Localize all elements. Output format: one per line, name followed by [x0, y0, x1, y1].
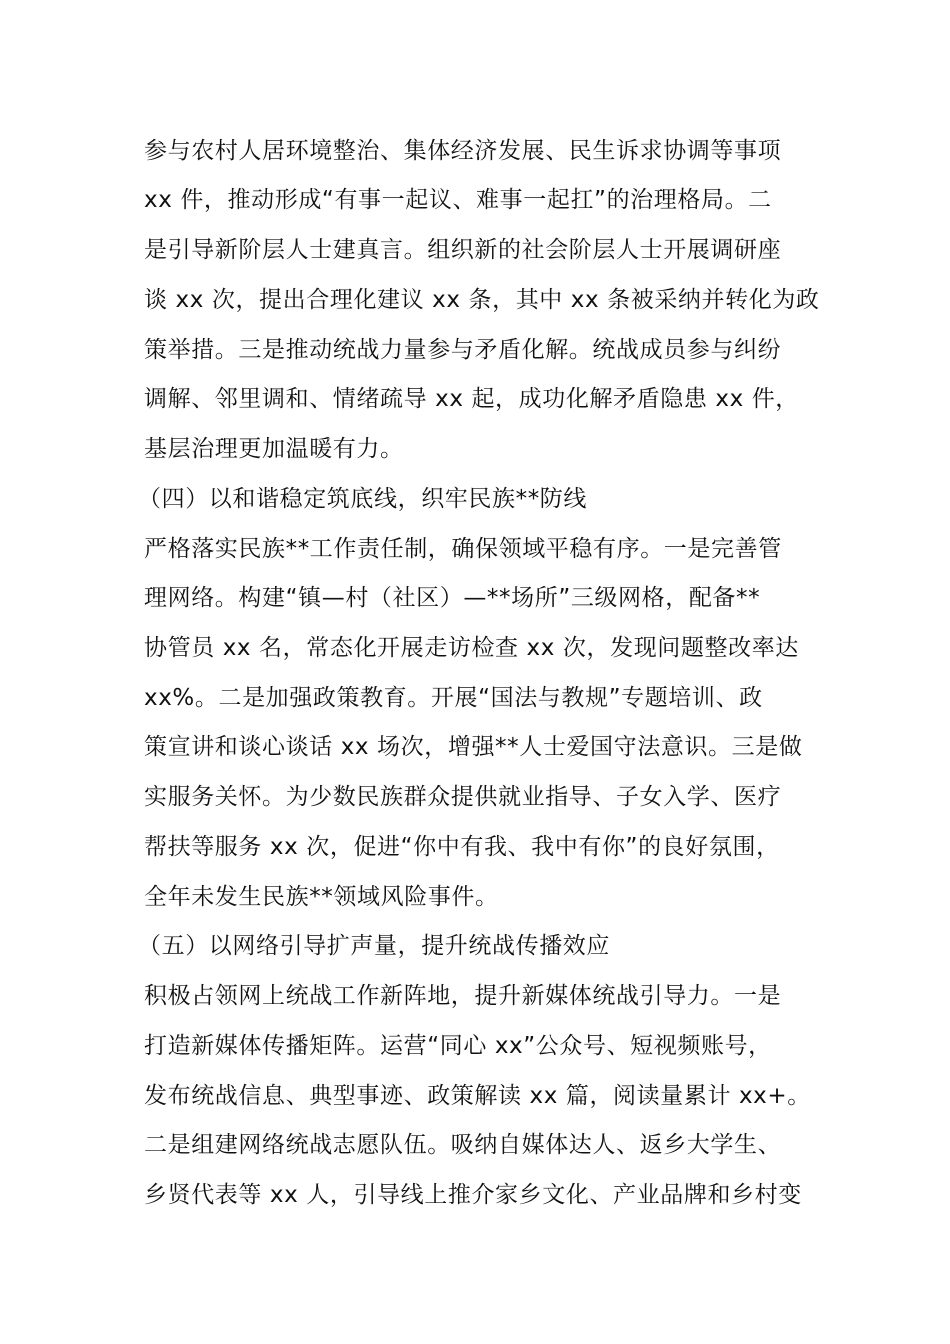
paragraph-line: 策宣讲和谈心谈话 xx 场次，增强**人士爱国守法意识。三是做 — [144, 734, 803, 760]
paragraph-line: 谈 xx 次，提出合理化建议 xx 条，其中 xx 条被采纳并转化为政 — [144, 287, 820, 313]
paragraph-line: 基层治理更加温暖有力。 — [144, 436, 404, 462]
paragraph-line: 严格落实民族**工作责任制，确保领域平稳有序。一是完善管 — [144, 536, 782, 562]
paragraph-line: 乡贤代表等 xx 人，引导线上推介家乡文化、产业品牌和乡村变 — [144, 1182, 802, 1208]
paragraph-line: 调解、邻里调和、情绪疏导 xx 起，成功化解矛盾隐患 xx 件， — [144, 386, 799, 412]
paragraph-line: 打造新媒体传播矩阵。运营“同心 xx”公众号、短视频账号， — [144, 1033, 772, 1059]
paragraph-line: xx%。二是加强政策教育。开展“国法与教规”专题培训、政 — [144, 685, 763, 711]
paragraph-line: 实服务关怀。为少数民族群众提供就业指导、子女入学、医疗 — [144, 784, 782, 810]
paragraph-line: 策举措。三是推动统战力量参与矛盾化解。统战成员参与纠纷 — [144, 337, 782, 363]
paragraph-line: 全年未发生民族**领域风险事件。 — [144, 884, 499, 910]
paragraph-line: 理网络。构建“镇—村（社区）—**场所”三级网格，配备** — [144, 585, 761, 611]
paragraph-line: 发布统战信息、典型事迹、政策解读 xx 篇，阅读量累计 xx+。 — [144, 1083, 811, 1109]
section-heading-4: （四）以和谐稳定筑底线，织牢民族**防线 — [138, 486, 587, 512]
paragraph-line: 协管员 xx 名，常态化开展走访检查 xx 次，发现问题整改率达 — [144, 635, 799, 661]
paragraph-line: 是引导新阶层人士建真言。组织新的社会阶层人士开展调研座 — [144, 237, 782, 263]
paragraph-line: 参与农村人居环境整治、集体经济发展、民生诉求协调等事项 — [144, 138, 782, 164]
paragraph-line: 二是组建网络统战志愿队伍。吸纳自媒体达人、返乡大学生、 — [144, 1132, 782, 1158]
paragraph-line: 帮扶等服务 xx 次，促进“你中有我、我中有你”的良好氛围， — [144, 834, 780, 860]
paragraph-line: xx 件，推动形成“有事一起议、难事一起扛”的治理格局。二 — [144, 187, 772, 213]
section-heading-5: （五）以网络引导扩声量，提升统战传播效应 — [138, 933, 610, 959]
paragraph-line: 积极占领网上统战工作新阵地，提升新媒体统战引导力。一是 — [144, 983, 782, 1009]
